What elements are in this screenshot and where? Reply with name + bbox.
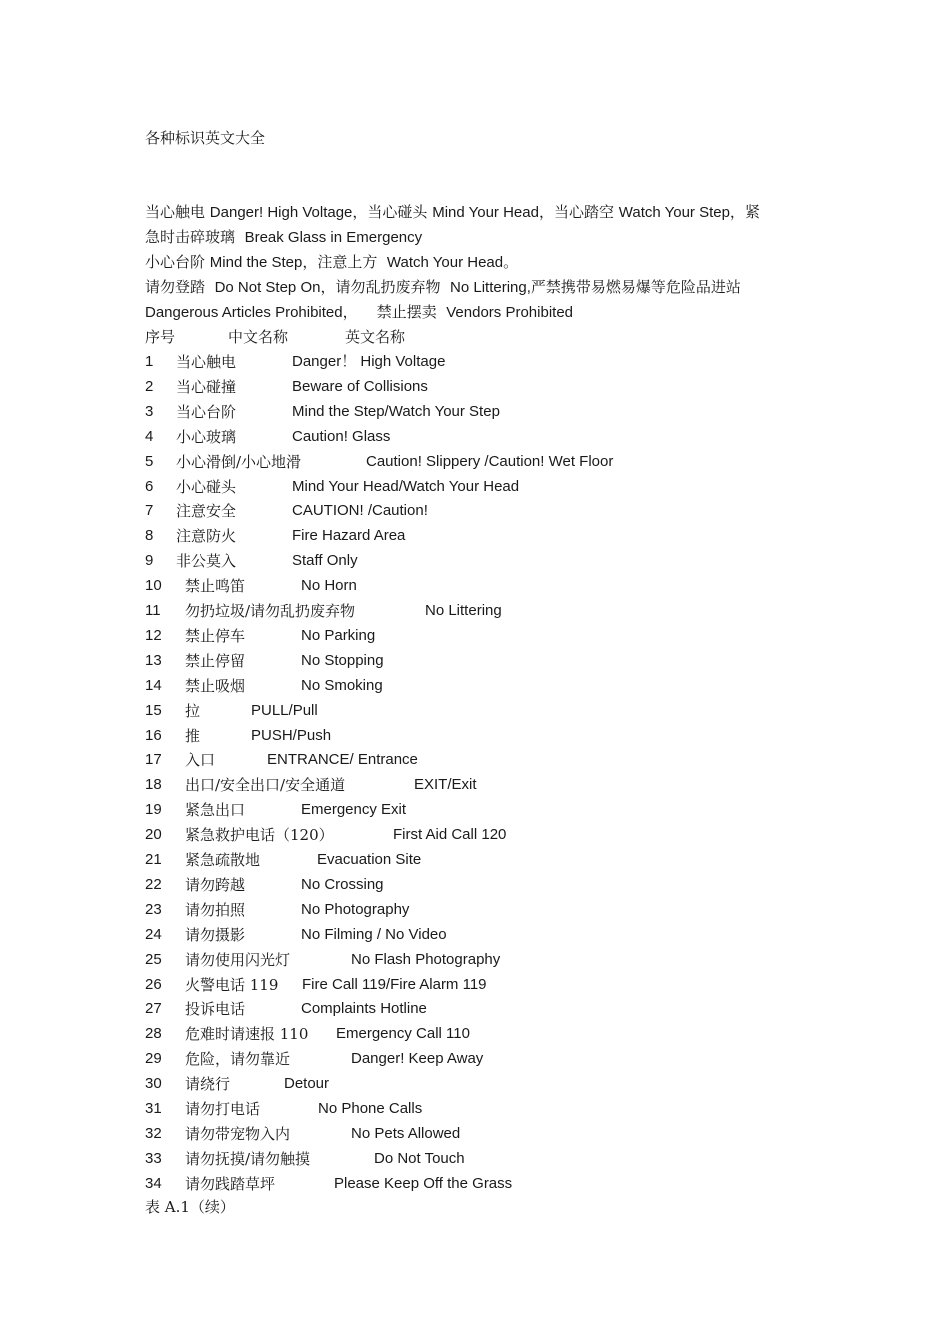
row-english-name: Do Not Touch bbox=[374, 1149, 465, 1167]
intro-text: 当心碰头 bbox=[367, 203, 428, 221]
intro-text: No Littering, bbox=[450, 279, 531, 296]
intro-text: Danger! High Voltage， bbox=[209, 204, 368, 221]
intro-text: 请勿登踏 bbox=[145, 278, 206, 296]
row-number: 20 bbox=[145, 826, 162, 844]
intro-text: 请勿乱扔废弃物 bbox=[335, 278, 441, 296]
row-number: 9 bbox=[145, 552, 154, 570]
row-english-name: Fire Call 119/Fire Alarm 119 bbox=[302, 975, 487, 993]
intro-line-5 bbox=[145, 302, 573, 323]
row-english-name: CAUTION! /Caution! bbox=[292, 502, 428, 520]
row-chinese-name: 禁止停车 bbox=[185, 626, 246, 645]
row-number: 12 bbox=[145, 626, 162, 644]
row-english-name: Danger! Keep Away bbox=[351, 1050, 484, 1068]
row-number: 13 bbox=[145, 651, 162, 669]
intro-text: Vendors Prohibited bbox=[446, 304, 574, 321]
row-chinese-name: 请勿带宠物入内 bbox=[185, 1124, 291, 1143]
row-chinese-name: 禁止鸣笛 bbox=[185, 577, 246, 596]
intro-text: Do Not Step On， bbox=[214, 279, 336, 296]
row-chinese-name: 注意安全 bbox=[176, 502, 237, 521]
intro-text: 当心触电 bbox=[145, 203, 206, 221]
row-number: 7 bbox=[145, 502, 154, 520]
header-number: 序号 bbox=[145, 328, 176, 346]
header-chinese-name: 中文名称 bbox=[228, 328, 289, 346]
row-number: 30 bbox=[145, 1075, 162, 1093]
row-number: 2 bbox=[145, 377, 154, 395]
row-chinese-name: 禁止停留 bbox=[185, 651, 246, 670]
intro-text: 当心踏空 bbox=[553, 203, 614, 221]
row-number: 22 bbox=[145, 875, 162, 893]
row-chinese-name: 请绕行 bbox=[185, 1075, 231, 1094]
row-number: 33 bbox=[145, 1149, 162, 1167]
row-chinese-name: 注意防火 bbox=[176, 527, 237, 546]
row-english-name: Mind Your Head/Watch Your Head bbox=[292, 477, 520, 495]
row-english-name: EXIT/Exit bbox=[414, 776, 477, 794]
table-header bbox=[145, 327, 406, 347]
row-english-name: PUSH/Push bbox=[251, 726, 332, 744]
row-chinese-name: 火警电话 119 bbox=[185, 975, 279, 994]
row-number: 34 bbox=[145, 1174, 162, 1192]
row-english-name: First Aid Call 120 bbox=[393, 826, 507, 844]
row-number: 19 bbox=[145, 801, 162, 819]
row-english-name: Evacuation Site bbox=[317, 851, 422, 868]
row-chinese-name: 请勿摄影 bbox=[185, 925, 246, 944]
intro-text: 禁止摆卖 bbox=[376, 303, 437, 321]
intro-text: 急时击碎玻璃 bbox=[145, 228, 236, 246]
row-chinese-name: 请勿使用闪光灯 bbox=[185, 950, 291, 969]
row-number: 4 bbox=[145, 427, 154, 445]
row-english-name: No Parking bbox=[301, 626, 376, 644]
row-english-name: No Phone Calls bbox=[318, 1100, 423, 1117]
row-chinese-name: 危险，请勿靠近 bbox=[185, 1050, 291, 1069]
row-chinese-name: 当心碰撞 bbox=[176, 377, 237, 396]
row-number: 27 bbox=[145, 1000, 162, 1018]
row-english-name: Caution! Slippery /Caution! Wet Floor bbox=[366, 452, 614, 470]
intro-text: 小心台阶 bbox=[145, 253, 206, 271]
row-number: 5 bbox=[145, 452, 154, 470]
intro-text: 注意上方 bbox=[317, 253, 378, 271]
intro-line-3 bbox=[145, 252, 518, 273]
row-chinese-name: 投诉电话 bbox=[185, 1000, 246, 1019]
row-chinese-name: 请勿拍照 bbox=[185, 900, 246, 919]
row-english-name: Fire Hazard Area bbox=[292, 527, 406, 545]
row-english-name: Caution! Glass bbox=[292, 427, 391, 445]
intro-text: Mind the Step， bbox=[209, 254, 318, 271]
row-english-name: No Filming / No Video bbox=[301, 925, 447, 943]
row-number: 6 bbox=[145, 477, 154, 495]
row-number: 23 bbox=[145, 900, 162, 918]
intro-text: Watch Your Head。 bbox=[386, 254, 519, 271]
intro-text: 紧 bbox=[744, 203, 760, 221]
row-chinese-name: 危难时请速报 110 bbox=[185, 1025, 309, 1044]
row-chinese-name: 小心碰头 bbox=[176, 477, 237, 496]
row-chinese-name: 出口/安全出口/安全通道 bbox=[185, 776, 346, 795]
intro-line-1 bbox=[145, 202, 760, 223]
row-chinese-name: 小心滑倒/小心地滑 bbox=[176, 452, 302, 471]
row-number: 16 bbox=[145, 726, 162, 744]
row-chinese-name: 非公莫入 bbox=[176, 552, 237, 571]
row-number: 8 bbox=[145, 527, 154, 545]
intro-line-4 bbox=[145, 277, 741, 298]
row-english-name: No Littering bbox=[425, 602, 502, 619]
row-english-name: Emergency Call 110 bbox=[336, 1025, 470, 1043]
row-english-name: No Flash Photography bbox=[351, 950, 501, 968]
row-english-name: Emergency Exit bbox=[301, 801, 407, 819]
row-english-name: No Smoking bbox=[301, 676, 383, 694]
row-number: 21 bbox=[145, 851, 162, 868]
row-chinese-name: 禁止吸烟 bbox=[185, 676, 246, 695]
row-english-name: No Horn bbox=[301, 577, 357, 595]
row-chinese-name: 勿扔垃圾/请勿乱扔废弃物 bbox=[185, 602, 356, 620]
row-number: 29 bbox=[145, 1050, 162, 1068]
row-chinese-name: 小心玻璃 bbox=[176, 427, 237, 446]
row-number: 15 bbox=[145, 701, 162, 719]
row-number: 24 bbox=[145, 925, 162, 943]
row-number: 28 bbox=[145, 1025, 162, 1043]
row-chinese-name: 请勿践踏草坪 bbox=[185, 1174, 276, 1193]
intro-text: 严禁携带易燃易爆等危险品进站 bbox=[530, 278, 741, 296]
row-number: 1 bbox=[145, 353, 154, 370]
row-english-name: PULL/Pull bbox=[251, 701, 318, 719]
row-english-name: Please Keep Off the Grass bbox=[334, 1174, 513, 1192]
row-number: 11 bbox=[145, 602, 161, 619]
row-english-name: Complaints Hotline bbox=[301, 1000, 427, 1018]
intro-text: Watch Your Step， bbox=[618, 204, 745, 221]
intro-text: Mind Your Head， bbox=[432, 204, 554, 221]
row-english-name: Staff Only bbox=[292, 552, 358, 570]
row-number: 10 bbox=[145, 577, 162, 595]
row-chinese-name: 推 bbox=[185, 726, 201, 745]
intro-line-2 bbox=[145, 227, 422, 248]
row-chinese-name: 入口 bbox=[185, 751, 216, 770]
row-number: 14 bbox=[145, 676, 162, 694]
row-chinese-name: 当心触电 bbox=[176, 353, 237, 371]
row-number: 18 bbox=[145, 776, 162, 794]
row-english-name: No Crossing bbox=[301, 875, 384, 893]
row-chinese-name: 紧急疏散地 bbox=[185, 851, 261, 869]
row-chinese-name: 请勿抚摸/请勿触摸 bbox=[185, 1149, 311, 1168]
row-chinese-name: 当心台阶 bbox=[176, 402, 237, 421]
row-english-name: ENTRANCE/ Entrance bbox=[267, 751, 418, 769]
table-caption: 表 A.1（续） bbox=[145, 1197, 235, 1216]
row-english-name: Detour bbox=[284, 1075, 330, 1093]
row-chinese-name: 请勿跨越 bbox=[185, 875, 246, 894]
row-english-name: Beware of Collisions bbox=[292, 377, 428, 395]
intro-text: Break Glass in Emergency bbox=[244, 229, 423, 246]
row-chinese-name: 紧急救护电话（120） bbox=[185, 826, 334, 845]
row-number: 32 bbox=[145, 1124, 162, 1142]
row-number: 26 bbox=[145, 975, 162, 993]
page-title: 各种标识英文大全 bbox=[145, 129, 266, 147]
row-number: 17 bbox=[145, 751, 162, 769]
row-number: 31 bbox=[145, 1100, 162, 1117]
header-english-name: 英文名称 bbox=[345, 328, 406, 346]
row-chinese-name: 拉 bbox=[185, 701, 201, 720]
row-number: 3 bbox=[145, 402, 154, 420]
row-chinese-name: 紧急出口 bbox=[185, 801, 246, 820]
row-english-name: Danger！ High Voltage bbox=[292, 353, 446, 370]
row-chinese-name: 请勿打电话 bbox=[185, 1100, 261, 1118]
row-english-name: No Pets Allowed bbox=[351, 1124, 461, 1142]
row-english-name: No Stopping bbox=[301, 651, 384, 669]
row-english-name: No Photography bbox=[301, 900, 410, 918]
row-english-name: Mind the Step/Watch Your Step bbox=[292, 402, 500, 420]
row-number: 25 bbox=[145, 950, 162, 968]
intro-text: Dangerous Articles Prohibited， bbox=[145, 304, 358, 321]
